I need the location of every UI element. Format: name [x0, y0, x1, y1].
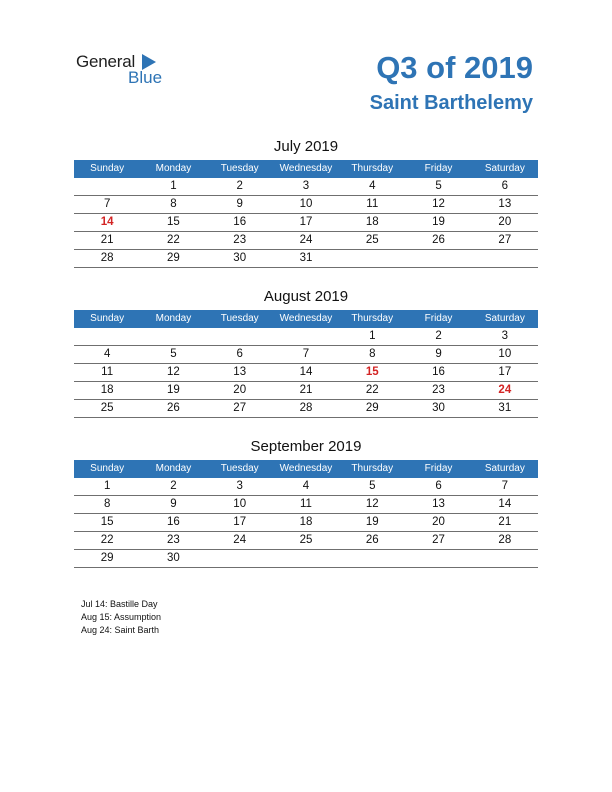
day-cell: 10: [299, 198, 313, 210]
day-cell: 3: [236, 480, 243, 492]
day-cell: 27: [233, 402, 247, 414]
week-row: [74, 232, 538, 250]
day-cell: 7: [302, 348, 310, 360]
weekday-header-sunday: Sunday: [90, 313, 125, 324]
holiday-notes: [81, 598, 161, 637]
day-cell: 24: [498, 384, 512, 396]
day-cell: 8: [170, 198, 177, 210]
week-row: [74, 364, 538, 382]
week-row: [74, 328, 538, 346]
week-row: [74, 532, 538, 550]
empty-day-cell: [339, 250, 405, 267]
page-subtitle: Saint Barthelemy: [369, 92, 533, 114]
weekday-header-row: [74, 460, 538, 478]
day-cell: 28: [498, 534, 512, 546]
day-cell: 15: [100, 516, 114, 528]
day-cell: 26: [167, 402, 180, 414]
empty-day-cell: [472, 550, 538, 567]
day-cell: 30: [233, 252, 247, 264]
day-cell: 1: [369, 330, 376, 342]
empty-day-cell: [472, 250, 538, 267]
day-cell: 11: [101, 366, 114, 378]
day-cell: 31: [299, 252, 313, 264]
day-cell: 13: [233, 366, 247, 378]
empty-day-cell: [273, 328, 339, 345]
weekday-header-saturday: Saturday: [484, 313, 525, 324]
weekday-header-thursday: Thursday: [351, 163, 394, 174]
day-cell: 25: [365, 234, 379, 246]
day-cell: 24: [233, 534, 247, 546]
weekday-header-wednesday: Wednesday: [279, 313, 333, 324]
holiday-note: Aug 15: Assumption: [81, 612, 162, 622]
week-row: [74, 178, 538, 196]
day-cell: 6: [435, 480, 442, 492]
weekday-header-row: [74, 310, 538, 328]
day-cell: 10: [498, 348, 512, 360]
day-cell: 26: [365, 534, 379, 546]
empty-day-cell: [207, 328, 273, 345]
day-cell: 6: [236, 348, 243, 360]
day-cell: 20: [498, 216, 512, 228]
day-cell: 2: [170, 480, 177, 492]
day-cell: 27: [498, 234, 512, 246]
day-cell: 14: [498, 498, 512, 510]
empty-day-cell: [207, 550, 273, 567]
weekday-header-saturday: Saturday: [484, 163, 525, 174]
day-cell: 28: [299, 402, 313, 414]
day-cell: 9: [170, 498, 177, 510]
week-row: [74, 550, 538, 568]
weekday-header-thursday: Thursday: [351, 313, 394, 324]
logo-text-blue: Blue: [128, 68, 163, 87]
week-row: [74, 496, 538, 514]
day-cell: 9: [236, 198, 243, 210]
day-cell: 14: [100, 216, 114, 228]
holiday-note: Aug 24: Saint Barth: [81, 625, 160, 635]
holiday-note: Jul 14: Bastille Day: [81, 599, 158, 609]
day-cell: 23: [167, 534, 180, 546]
day-cell: 31: [498, 402, 512, 414]
day-cell: 13: [432, 498, 445, 510]
weekday-header-friday: Friday: [424, 313, 453, 324]
day-cell: 12: [365, 498, 379, 510]
week-row: [74, 382, 538, 400]
day-cell: 30: [432, 402, 445, 414]
day-cell: 20: [233, 384, 247, 396]
day-cell: 29: [100, 552, 114, 564]
day-cell: 2: [236, 180, 243, 192]
day-cell: 4: [302, 480, 310, 492]
day-cell: 16: [167, 516, 180, 528]
day-cell: 2: [435, 330, 442, 342]
empty-day-cell: [140, 328, 206, 345]
day-cell: 17: [299, 216, 313, 228]
day-cell: 19: [432, 216, 445, 228]
day-cell: 4: [369, 180, 376, 192]
week-row: [74, 400, 538, 418]
day-cell: 18: [100, 384, 114, 396]
weekday-header-wednesday: Wednesday: [279, 163, 333, 174]
weekday-header-tuesday: Tuesday: [220, 163, 259, 174]
day-cell: 12: [167, 366, 180, 378]
week-row: [74, 250, 538, 268]
week-row: [74, 214, 538, 232]
weekday-header-row: [74, 160, 538, 178]
day-cell: 23: [432, 384, 445, 396]
week-row: [74, 196, 538, 214]
day-cell: 15: [167, 216, 180, 228]
day-cell: 24: [299, 234, 313, 246]
day-cell: 19: [365, 516, 379, 528]
day-cell: 26: [432, 234, 445, 246]
month-title: August 2019: [263, 288, 349, 305]
weekday-header-thursday: Thursday: [351, 463, 394, 474]
month-title: July 2019: [273, 138, 339, 155]
day-cell: 16: [432, 366, 445, 378]
day-cell: 5: [170, 348, 177, 360]
day-cell: 15: [365, 366, 379, 378]
empty-day-cell: [405, 250, 471, 267]
day-cell: 29: [167, 252, 180, 264]
day-cell: 21: [299, 384, 313, 396]
day-cell: 27: [432, 534, 445, 546]
day-cell: 3: [302, 180, 310, 192]
weekday-header-wednesday: Wednesday: [279, 463, 333, 474]
day-cell: 5: [435, 180, 442, 192]
weekday-header-sunday: Sunday: [90, 463, 125, 474]
day-cell: 1: [170, 180, 177, 192]
empty-day-cell: [74, 328, 140, 345]
day-cell: 1: [103, 480, 111, 492]
empty-day-cell: [74, 178, 140, 195]
day-cell: 25: [100, 402, 114, 414]
day-cell: 8: [103, 498, 111, 510]
week-row: [74, 346, 538, 364]
day-cell: 10: [233, 498, 247, 510]
day-cell: 6: [501, 180, 509, 192]
weekday-header-monday: Monday: [155, 313, 192, 324]
day-cell: 5: [369, 480, 376, 492]
day-cell: 16: [233, 216, 247, 228]
weekday-header-friday: Friday: [424, 163, 453, 174]
month-title: September 2019: [250, 438, 362, 455]
calendar-september: [74, 436, 538, 568]
day-cell: 18: [365, 216, 379, 228]
day-cell: 12: [432, 198, 445, 210]
day-cell: 20: [432, 516, 445, 528]
day-cell: 25: [299, 534, 313, 546]
day-cell: 29: [365, 402, 379, 414]
day-cell: 13: [498, 198, 512, 210]
weekday-header-tuesday: Tuesday: [220, 463, 259, 474]
week-row: [74, 478, 538, 496]
day-cell: 3: [501, 330, 509, 342]
day-cell: 14: [299, 366, 313, 378]
day-cell: 9: [435, 348, 442, 360]
day-cell: 7: [103, 198, 111, 210]
calendar-july: [74, 136, 538, 268]
logo-text-general: General: [76, 52, 136, 71]
empty-day-cell: [405, 550, 471, 567]
generalblue-logo: [76, 52, 186, 92]
day-cell: 30: [167, 552, 180, 564]
day-cell: 11: [366, 198, 379, 210]
calendar-august: [74, 286, 538, 418]
week-row: [74, 514, 538, 532]
weekday-header-saturday: Saturday: [484, 463, 525, 474]
day-cell: 17: [498, 366, 512, 378]
day-cell: 7: [501, 480, 509, 492]
weekday-header-tuesday: Tuesday: [220, 313, 259, 324]
weekday-header-sunday: Sunday: [90, 163, 125, 174]
day-cell: 22: [167, 234, 180, 246]
empty-day-cell: [339, 550, 405, 567]
day-cell: 23: [233, 234, 247, 246]
weekday-header-monday: Monday: [155, 463, 192, 474]
day-cell: 19: [167, 384, 180, 396]
day-cell: 21: [498, 516, 512, 528]
weekday-header-friday: Friday: [424, 463, 453, 474]
day-cell: 22: [100, 534, 114, 546]
day-cell: 11: [300, 498, 312, 510]
day-cell: 18: [299, 516, 313, 528]
day-cell: 4: [103, 348, 111, 360]
weekday-header-monday: Monday: [155, 163, 192, 174]
day-cell: 17: [233, 516, 247, 528]
day-cell: 21: [100, 234, 114, 246]
day-cell: 22: [365, 384, 379, 396]
page-title: Q3 of 2019: [376, 50, 533, 85]
empty-day-cell: [273, 550, 339, 567]
day-cell: 28: [100, 252, 114, 264]
day-cell: 8: [369, 348, 376, 360]
